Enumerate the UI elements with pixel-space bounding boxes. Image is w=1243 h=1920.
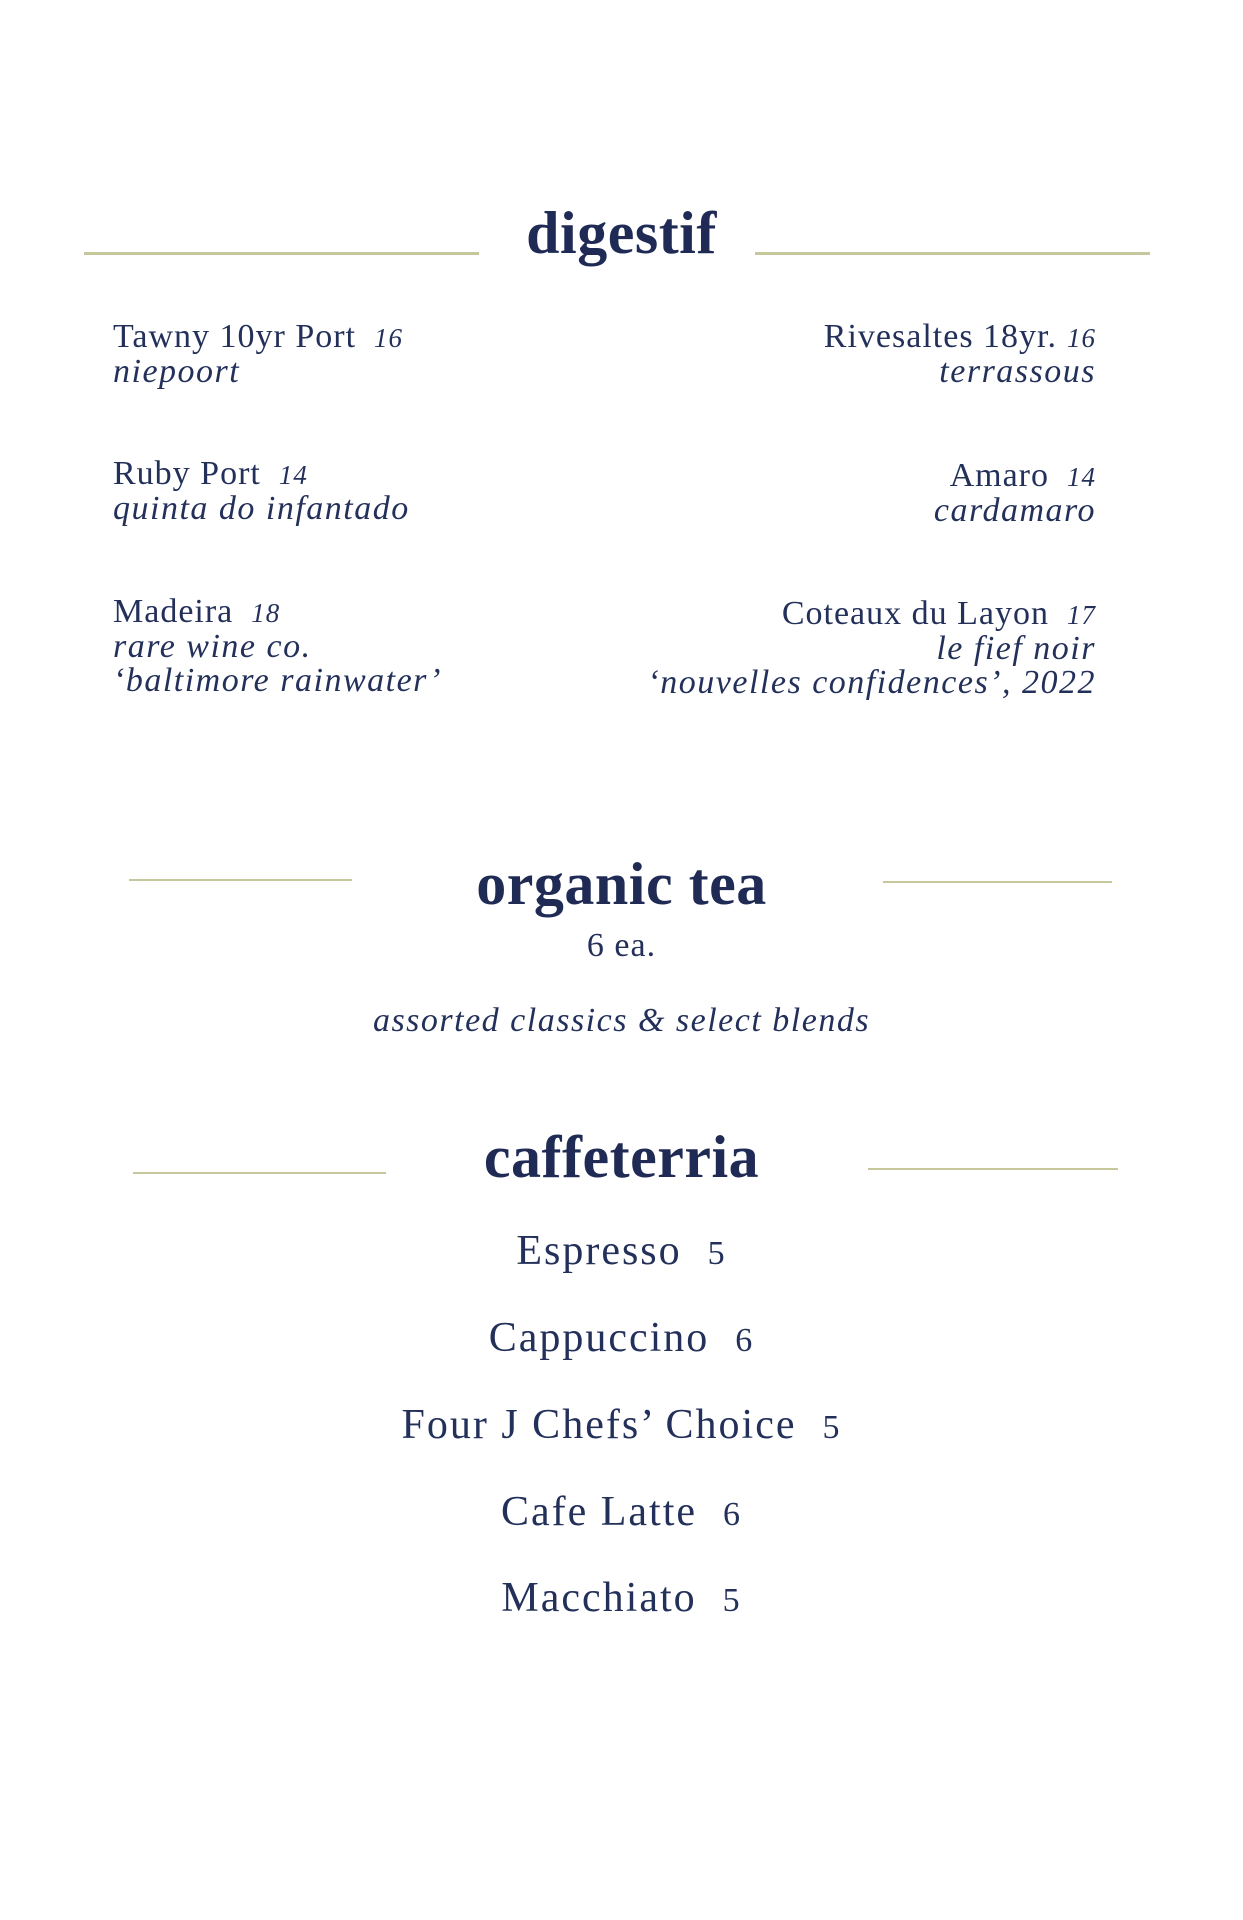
menu-item-rivesaltes bbox=[824, 320, 1096, 389]
menu-item-coteaux-du-layon bbox=[647, 597, 1096, 700]
menu-item-tawny-port bbox=[113, 320, 403, 389]
item-name: Madeira bbox=[113, 593, 234, 630]
item-name: Rivesaltes 18yr. bbox=[823, 318, 1057, 355]
item-cuvee: ‘baltimore rainwater’ bbox=[113, 662, 442, 699]
menu-item-amaro bbox=[934, 459, 1096, 528]
item-producer: rare wine co. bbox=[113, 628, 312, 665]
item-cuvee: ‘nouvelles confidences’, 2022 bbox=[647, 664, 1096, 701]
item-producer: cardamaro bbox=[933, 492, 1096, 529]
item-price: 18 bbox=[251, 598, 281, 628]
tea-heading: organic tea bbox=[476, 851, 767, 917]
menu-item-ruby-port bbox=[113, 457, 410, 526]
item-name: Tawny 10yr Port bbox=[113, 318, 357, 355]
item-name: Coteaux du Layon bbox=[781, 595, 1049, 632]
digestif-heading: digestif bbox=[526, 200, 717, 266]
item-price: 17 bbox=[1067, 600, 1096, 630]
item-price: 5 bbox=[707, 1235, 727, 1272]
item-price: 14 bbox=[1067, 462, 1096, 492]
item-name: Amaro bbox=[949, 457, 1049, 494]
item-producer: quinta do infantado bbox=[113, 490, 410, 527]
item-price: 6 bbox=[735, 1322, 755, 1359]
menu-item-four-j-chefs-choice bbox=[0, 1401, 1243, 1449]
item-price: 6 bbox=[723, 1496, 743, 1533]
item-name: Four J Chefs’ Choice bbox=[401, 1402, 797, 1448]
item-producer: le fief noir bbox=[936, 630, 1096, 667]
item-name: Macchiato bbox=[501, 1575, 697, 1621]
menu-item-madeira bbox=[113, 595, 442, 698]
item-price: 16 bbox=[1067, 323, 1096, 353]
menu-item-espresso bbox=[0, 1227, 1243, 1275]
coffee-heading: caffeterria bbox=[483, 1124, 760, 1190]
item-price: 5 bbox=[822, 1409, 842, 1446]
item-name: Ruby Port bbox=[113, 455, 261, 492]
item-name: Cafe Latte bbox=[500, 1489, 698, 1535]
item-producer: niepoort bbox=[113, 353, 241, 390]
tea-description: assorted classics & select blends bbox=[372, 1002, 871, 1039]
item-producer: terrassous bbox=[939, 353, 1096, 390]
menu-item-cappuccino bbox=[0, 1314, 1243, 1362]
item-price: 16 bbox=[374, 323, 404, 353]
item-name: Cappuccino bbox=[488, 1315, 710, 1361]
tea-price: 6 ea. bbox=[586, 927, 657, 964]
item-price: 14 bbox=[278, 460, 308, 490]
item-price: 5 bbox=[722, 1582, 742, 1619]
menu-item-macchiato bbox=[0, 1574, 1243, 1622]
menu-item-cafe-latte bbox=[0, 1488, 1243, 1536]
item-name: Espresso bbox=[516, 1228, 682, 1274]
